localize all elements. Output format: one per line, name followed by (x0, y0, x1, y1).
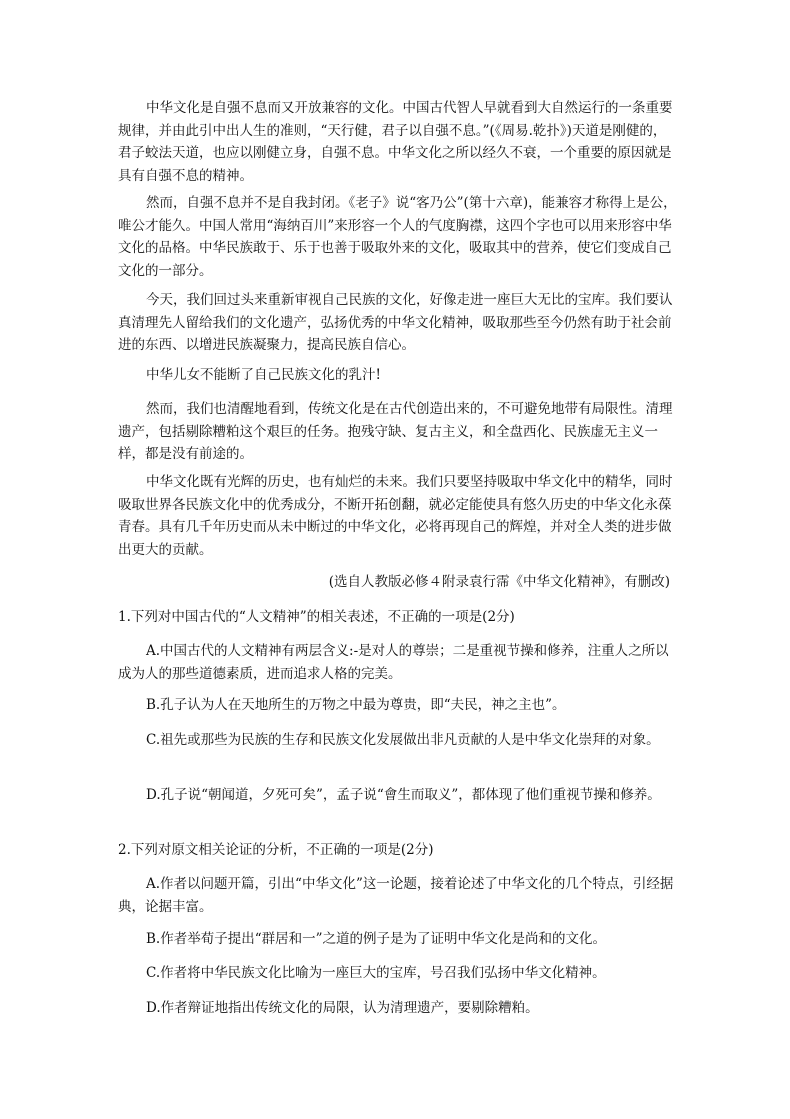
question-1-option-a: A.中国古代的人文精神有两层含义:-是对人的尊崇；二是重视节操和修养，注重人之所以成为人的那些道德素质，进而追求人格的完美。 (118, 643, 669, 682)
question-1-stem: 1.下列对中国古代的“人文精神”的相关表述，不正确的一项是(2分) (118, 609, 515, 625)
passage-paragraph-6: 中华文化既有光辉的历史，也有灿烂的未来。我们只要坚持吸取中华文化中的精华，同时吸取世界各民族文化中的优秀成分，不断开拓创翻，就必定能使具有悠久历史的中华文化永葆青春。具有几千年历史而从未中断过的中华文化，必将再现自己的辉煌，并对全人类的进步做出更大的贡献。 (118, 474, 673, 558)
question-1-option-c: C.祖先或那些为民族的生存和民族文化发展做出非凡贡献的人是中华文化崇拜的对象。 (146, 732, 660, 748)
passage-paragraph-2: 然而，自强不息并不是自我封闭。《老子》说“客乃公”(第十六章)，能兼容才称得上是公，唯公才能久。中国人常用“海纳百川”来形容一个人的气度胸襟，这四个字也可以用来形容中华文化的品格。中华民族敢于、乐于也善于吸取外来的文化，吸取其中的营养，使它们变成自己文化的一部分。 (118, 195, 677, 279)
passage-source: (选自人教版必修４附录袁行霈《中华文化精神》，有删改) (328, 574, 670, 590)
question-2-option-a: A.作者以问题开篇，引出“中华文化”这一论题，接着论述了中华文化的几个特点，引经据典，论据丰富。 (118, 876, 674, 915)
question-2-option-d: D.作者辩证地指出传统文化的局限，认为清理遗产，要剔除糟粕。 (146, 1000, 539, 1016)
passage-paragraph-4: 中华儿女不能断了自己民族文化的乳汁! (146, 367, 381, 383)
passage-paragraph-5: 然而，我们也清醒地看到，传统文化是在古代创造出来的，不可避免地带有局限性。清理遗产，包括剔除糟粕这个艰巨的任务。抱残守缺、复古主义，和全盘西化、民族虚无主义一样，都是没有前途的。 (118, 401, 673, 462)
passage-paragraph-1: 中华文化是自强不息而又开放兼容的文化。中国古代智人早就看到大自然运行的一条重要规律，并由此引中出人生的准则，“天行健，君子以自强不息。”(《周易.乾扑》)天道是刚健的，君子蛟法天道，也应以刚健立身，自强不息。中华文化之所以经久不衰，一个重要的原因就是具有自强不息的精神。 (118, 100, 673, 184)
question-1-option-d: D.孔子说“朝闻道，夕死可矣”，孟子说“會生而取义”，都体现了他们重视节操和修养。 (146, 787, 661, 803)
question-2-option-b: B.作者举荀子提出“群居和一”之道的例子是为了证明中华文化是尚和的文化。 (146, 931, 607, 947)
question-1-option-b: B.孔子认为人在天地所生的万物之中最为尊贵，即“夫民，神之主也”。 (146, 697, 566, 713)
question-2-stem: 2.下列对原文相关论证的分析，不正确的一项是(2分) (118, 842, 434, 858)
passage-paragraph-3: 今天，我们回过头来重新审视自己民族的文化，好像走进一座巨大无比的宝库。我们要认真清理先人留给我们的文化遗产，弘扬优秀的中华文化精神，吸取那些至今仍然有助于社会前进的东西、以增进民族凝聚力，提高民族自信心。 (118, 292, 673, 353)
question-2-option-c: C.作者将中华民族文化比喻为一座巨大的宝库，号召我们弘扬中华文化精神。 (146, 965, 606, 981)
